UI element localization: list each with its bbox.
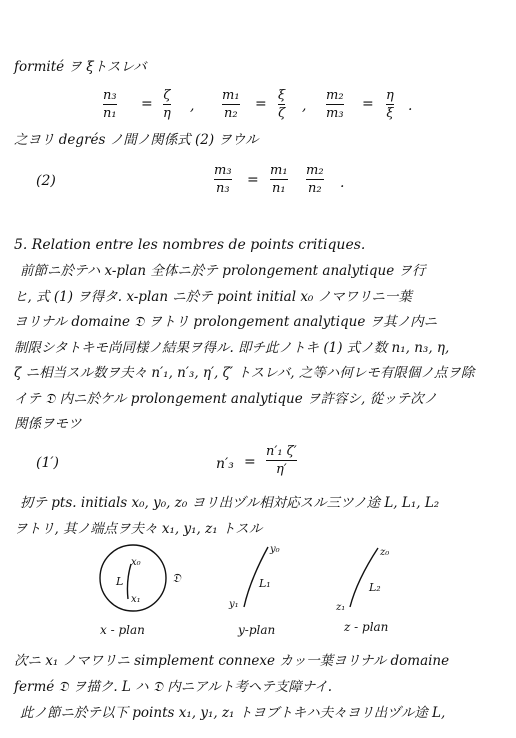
fraction: m₂ m₃	[326, 88, 344, 121]
section-heading: 5. Relation entre les nombres de points critiques.	[14, 237, 366, 253]
paragraph-line: ヨリナル domaine 𝔇 ヲトリ prolongement analytique ヲ其ノ内ニ	[14, 314, 438, 330]
equals-sign: =	[141, 96, 153, 112]
paragraph-line: 此ノ節ニ於テ以下 points x₁, y₁, z₁ トヨブトキハ夫々ヨリ出ヅル途 L,	[20, 705, 446, 721]
fraction: m₃ n₃	[214, 163, 232, 196]
equation-label: (1′)	[36, 455, 60, 471]
label-y0: y₀	[270, 544, 280, 555]
equals-sign: =	[255, 96, 267, 112]
y-plan-diagram	[228, 544, 280, 637]
label-x1: x₁	[131, 594, 141, 605]
paragraph-line: fermé 𝔇 ヲ描ク. L ハ 𝔇 内ニアルト考ヘテ支障ナイ.	[14, 679, 333, 695]
paragraph-line: 次ニ x₁ ノマワリニ simplement connexe カッ一葉ヨリナル domaine	[14, 653, 450, 669]
text-line: 之ヨリ degrés ノ間ノ関係式 (2) ヲウル	[14, 132, 259, 148]
paragraph-line: イテ 𝔇 内ニ於ケル prolongement analytique ヲ許容シ, 從ッテ次ノ	[14, 391, 438, 407]
comma: ,	[190, 98, 195, 114]
label-x0: x₀	[131, 557, 141, 568]
caption-z-plan: z - plan	[344, 620, 389, 634]
figure-planes	[0, 535, 516, 645]
label-D: 𝔇	[172, 571, 181, 585]
fraction: n₃ n₁	[103, 88, 117, 121]
caption-y-plan: y-plan	[238, 623, 276, 637]
equation-label: (2)	[36, 173, 56, 189]
period: .	[408, 98, 413, 114]
label-L2: L₂	[369, 581, 381, 594]
fraction: m₂ n₂	[306, 163, 324, 196]
z-plan-diagram	[335, 547, 389, 634]
label-L: L	[116, 575, 124, 588]
fraction: n′₁ ζ′ η′	[266, 444, 297, 477]
fraction: ξ ζ	[278, 88, 286, 121]
caption-x-plan: x - plan	[100, 623, 145, 637]
paragraph-line: 前節ニ於テハ x-plan 全体ニ於テ prolongement analytique ヲ行	[20, 263, 426, 279]
fraction: ζ η	[163, 88, 171, 121]
paragraph-line: 扨テ pts. initials x₀, y₀, z₀ ヨリ出ヅル相対応スル三ツノ途 L, L₁, L₂	[20, 495, 440, 511]
label-L1: L₁	[259, 577, 271, 590]
equals-sign: =	[362, 96, 374, 112]
fraction: m₁ n₂	[222, 88, 240, 121]
period: .	[340, 175, 345, 191]
label-z0: z₀	[380, 547, 390, 558]
path-L2	[350, 548, 378, 607]
paragraph-line: 関係ヲモツ	[14, 416, 82, 432]
paragraph-line: 制限シタトキモ尚同様ノ結果ヲ得ル. 即チ此ノトキ (1) 式ノ数 n₁, n₃, η,	[14, 340, 450, 356]
text-line: formité ヲ ξトスレバ	[14, 59, 147, 75]
paragraph-line: ヲトリ, 其ノ端点ヲ夫々 x₁, y₁, z₁ トスル	[14, 521, 263, 537]
equation-lhs: n′₃	[216, 456, 234, 472]
comma: ,	[302, 98, 307, 114]
label-z1: z₁	[336, 602, 346, 613]
paragraph-line: ヒ, 式 (1) ヲ得タ. x-plan ニ於テ point initial x₀ ノマワリニ一葉	[14, 289, 412, 305]
fraction: η ξ	[386, 88, 394, 121]
fraction: m₁ n₁	[270, 163, 288, 196]
equals-sign: =	[247, 172, 259, 188]
paragraph-line: ζ ニ相当スル数ヲ夫々 n′₁, n′₃, η′, ζ′ トスレバ, 之等ハ何レモ有限個ノ点ヲ除	[14, 365, 475, 381]
x-plan-diagram	[100, 545, 182, 637]
equals-sign: =	[244, 454, 256, 470]
label-y1: y₁	[229, 599, 239, 610]
